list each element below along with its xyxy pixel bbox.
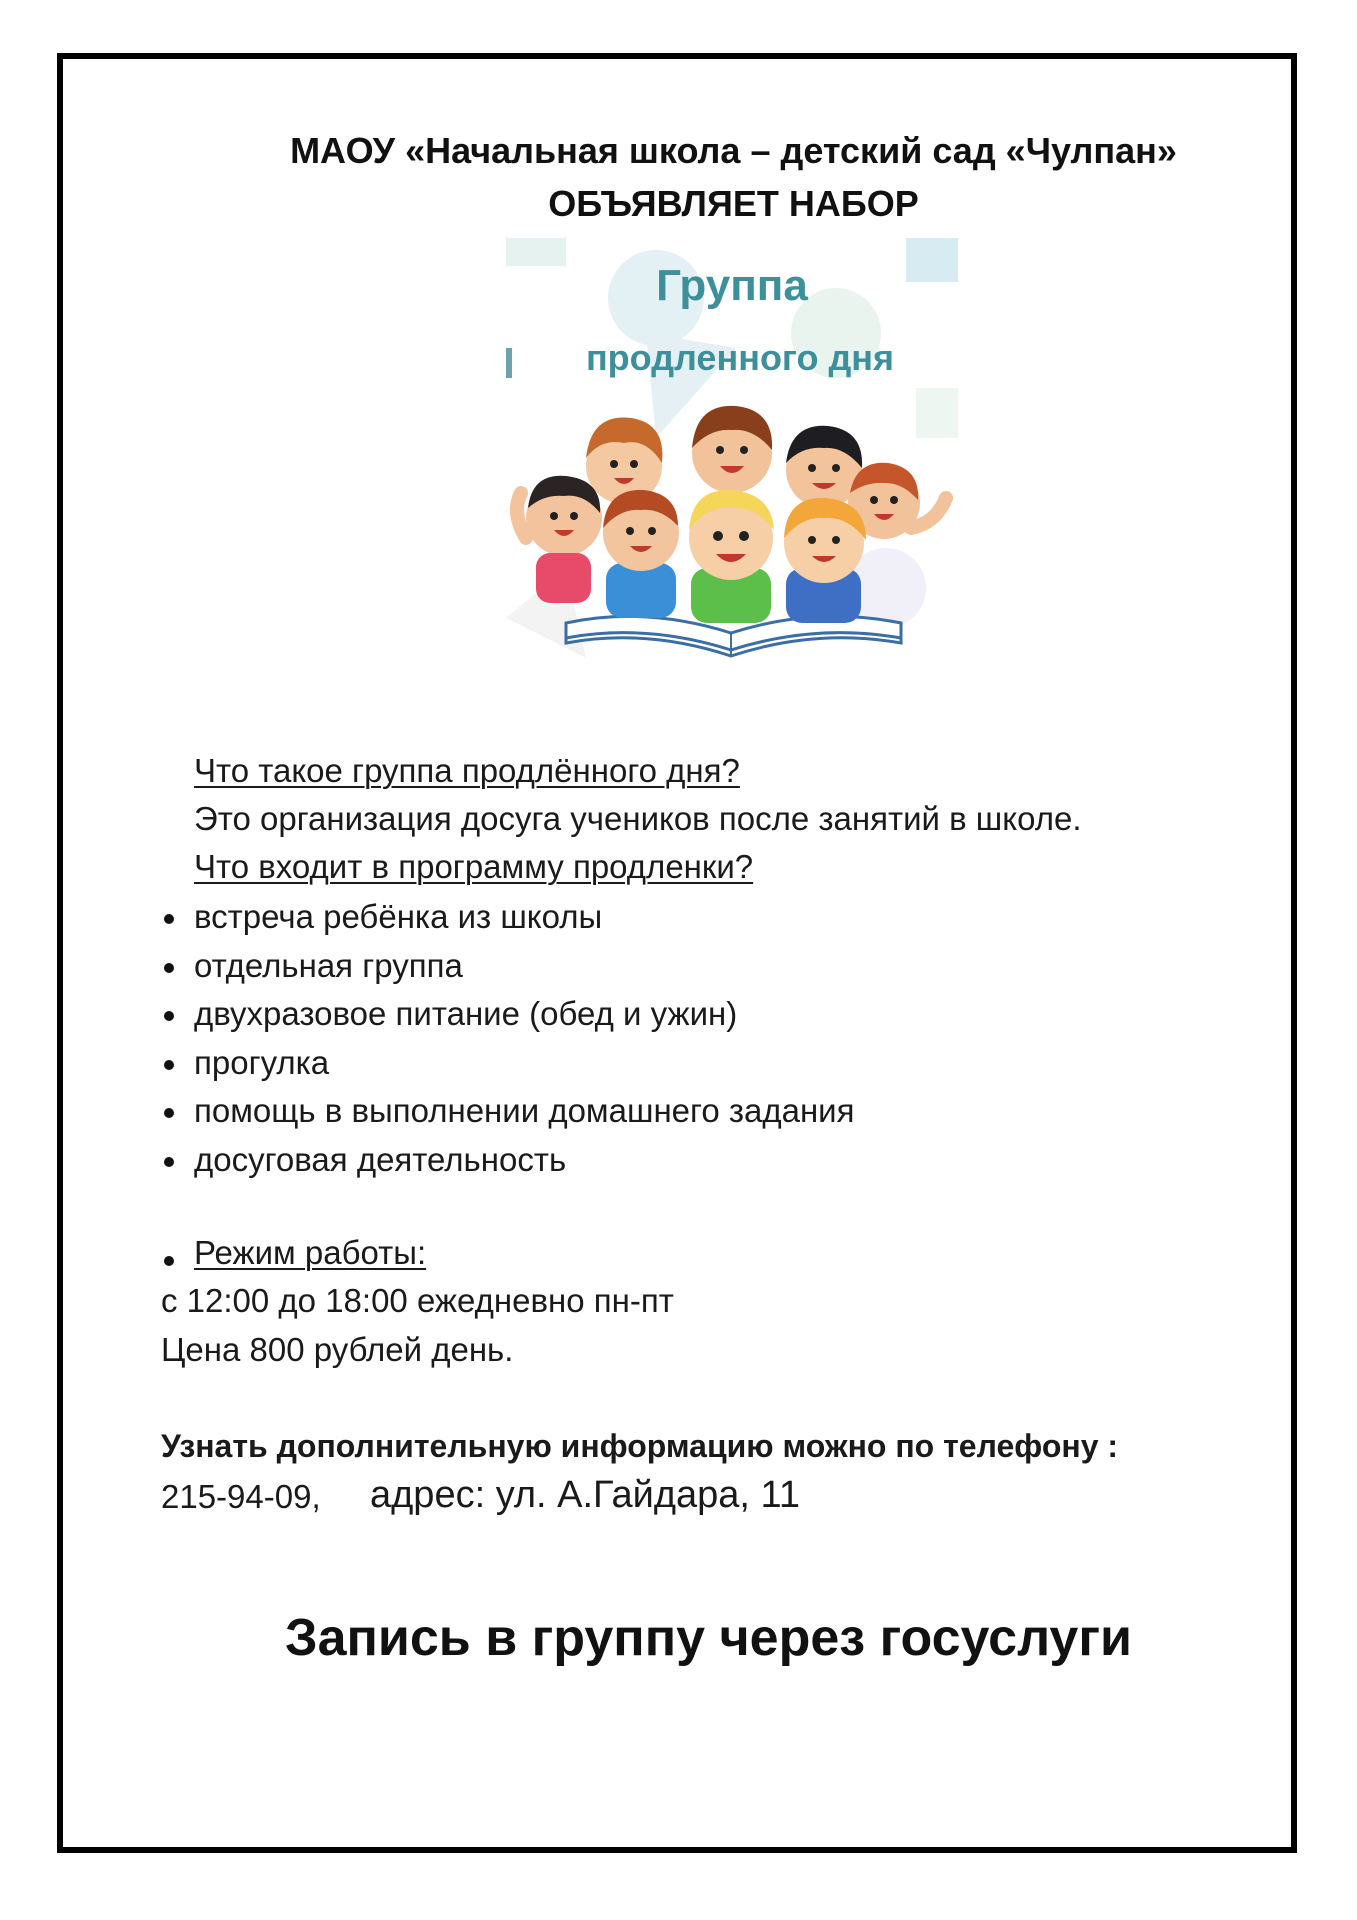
list-item: досуговая деятельность [160,1136,854,1185]
answer-what-is-group: Это организация досуга учеников после занятий в школе. [194,800,1082,837]
address-text: адрес: ул. А.Гайдара, 11 [370,1474,800,1516]
schedule-hours: с 12:00 до 18:00 ежедневно пн-пт [161,1282,674,1319]
school-name-heading: МАОУ «Начальная школа – детский сад «Чулпан» [290,130,1177,171]
schedule-label: Режим работы: [194,1234,427,1271]
list-item: помощь в выполнении домашнего задания [160,1087,854,1136]
program-list [160,893,854,1184]
question-program-contents: Что входит в программу продленки? [194,848,754,885]
illustration-title-line1: Группа [656,261,808,310]
price-text: Цена 800 рублей день. [161,1331,514,1368]
list-item: встреча ребёнка из школы [160,893,854,942]
list-item: двухразовое питание (обед и ужин) [160,990,854,1039]
announcement-heading: ОБЪЯВЛЯЕТ НАБОР [548,183,919,224]
contact-info-label: Узнать дополнительную информацию можно по телефону : [161,1428,1119,1464]
illustration-title-line2: продленного дня [585,337,895,378]
list-item: отдельная группа [160,942,854,991]
extended-day-group-illustration [506,238,958,690]
enrollment-notice: Запись в группу через госуслуги [285,1609,1132,1667]
question-what-is-group: Что такое группа продлённого дня? [194,752,740,789]
phone-number: 215-94-09, [161,1478,321,1515]
schedule-bullet [164,1256,174,1266]
list-item: прогулка [160,1039,854,1088]
